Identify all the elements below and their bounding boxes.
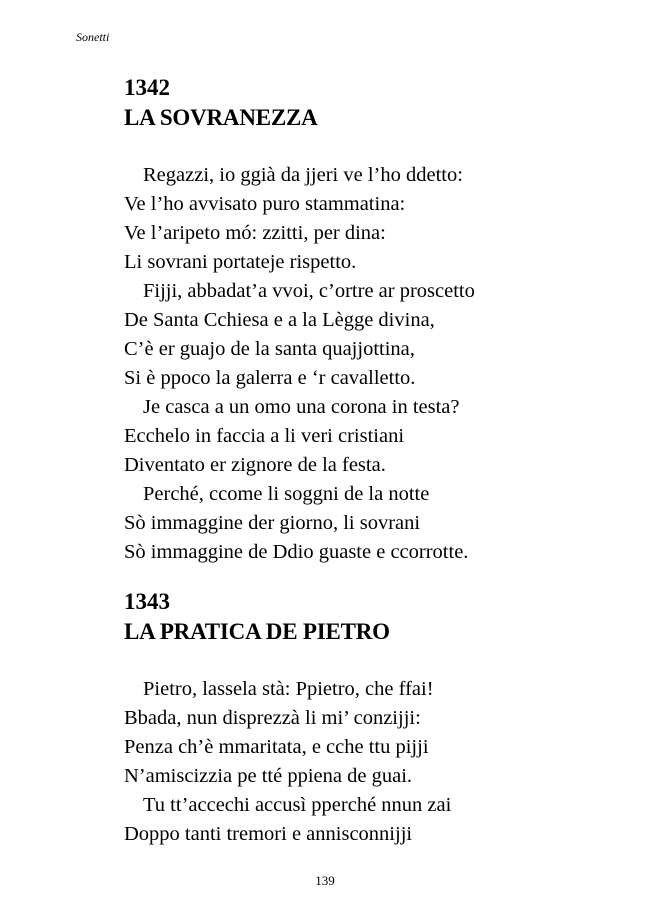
- verse-line: De Santa Cchiesa e a la Lègge divina,: [124, 309, 435, 331]
- verse-line: Ve l’aripeto mó: zzitti, per dina:: [124, 222, 386, 244]
- poem-1343: [124, 587, 594, 849]
- verse-line: Sò immaggine de Ddio guaste e ccorrotte.: [124, 541, 469, 563]
- verse-line: Je casca a un omo una corona in testa?: [143, 396, 460, 418]
- verse-line: Li sovrani portateje rispetto.: [124, 251, 357, 273]
- poem-title: LA PRATICA DE PIETRO: [124, 619, 390, 644]
- running-header: Sonetti: [76, 30, 110, 44]
- poem-number: 1342: [124, 75, 170, 100]
- verse-line: Bbada, nun disprezzà li mi’ conzijji:: [124, 707, 421, 729]
- page-number: 139: [315, 873, 335, 888]
- verse-line: N’amiscizzia pe tté ppiena de guai.: [124, 765, 413, 787]
- verse-line: Tu tt’accechi accusì pperché nnun zai: [143, 794, 452, 816]
- verse-line: Diventato er zignore de la festa.: [124, 454, 386, 476]
- verse-line: Penza ch’è mmaritata, e cche ttu pijji: [124, 736, 429, 758]
- verse-line: Doppo tanti tremori e annisconnijji: [124, 823, 413, 845]
- verse-line: Fijji, abbadat’a vvoi, c’ortre ar proscetto: [143, 280, 475, 302]
- verses: [124, 161, 594, 567]
- poem-1342: [124, 73, 594, 567]
- poem-number: 1343: [124, 589, 170, 614]
- verse-line: Ecchelo in faccia a li veri cristiani: [124, 425, 405, 447]
- verse-line: Regazzi, io ggià da jjeri ve l’ho ddetto:: [143, 164, 463, 186]
- poem-title: LA SOVRANEZZA: [124, 105, 318, 130]
- verse-line: Pietro, lassela stà: Ppietro, che ffai!: [143, 678, 434, 700]
- verses: [124, 675, 594, 849]
- verse-line: Ve l’ho avvisato puro stammatina:: [124, 193, 406, 215]
- verse-line: Perché, ccome li soggni de la notte: [143, 483, 430, 505]
- verse-line: Sò immaggine der giorno, li sovrani: [124, 512, 421, 534]
- verse-line: Si è ppoco la galerra e ‘r cavalletto.: [124, 367, 416, 389]
- verse-line: C’è er guajo de la santa quajjottina,: [124, 338, 415, 360]
